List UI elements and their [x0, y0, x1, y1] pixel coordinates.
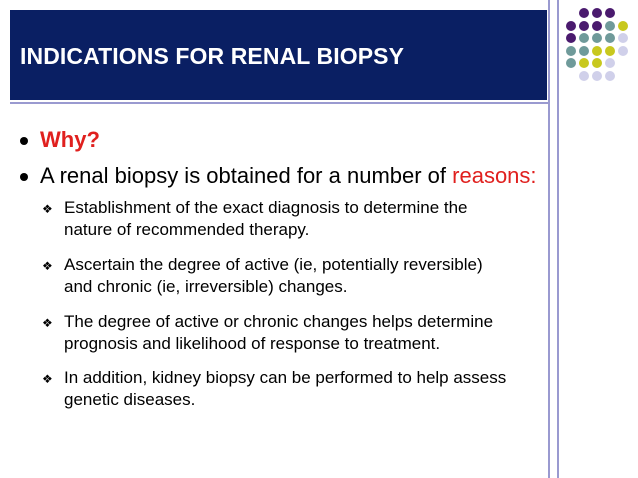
sub-bullet — [64, 254, 624, 298]
bullet-reasons — [40, 163, 537, 189]
sub-bullet — [64, 197, 624, 241]
diamond-bullet-icon: ❖ — [42, 372, 53, 386]
dot — [605, 33, 615, 43]
dot — [579, 8, 589, 18]
dot — [605, 58, 615, 68]
divider-line — [10, 102, 548, 104]
sub-bullet-line: nature of recommended therapy. — [64, 220, 310, 239]
dot — [566, 21, 576, 31]
dot — [618, 46, 628, 56]
title-bar — [10, 10, 547, 100]
sub-bullet-line: Ascertain the degree of active (ie, potentially reversible) — [64, 255, 483, 274]
dot — [618, 21, 628, 31]
dot — [592, 46, 602, 56]
dot — [579, 46, 589, 56]
disc-bullet-icon — [20, 137, 28, 145]
sub-bullet-line: In addition, kidney biopsy can be performed to help assess — [64, 368, 507, 387]
sub-bullet-line: The degree of active or chronic changes helps determine — [64, 312, 494, 331]
dot — [566, 33, 576, 43]
dot — [592, 8, 602, 18]
dot — [605, 8, 615, 18]
disc-bullet-icon — [20, 173, 28, 181]
slide-title: INDICATIONS FOR RENAL BIOPSY — [20, 43, 405, 69]
sub-bullet-line: prognosis and likelihood of response to treatment. — [64, 334, 441, 353]
dot — [592, 21, 602, 31]
sub-bullet-line: genetic diseases. — [64, 390, 196, 409]
decorative-dot-grid — [566, 8, 628, 81]
dot — [579, 71, 589, 81]
dot — [566, 58, 576, 68]
dot — [605, 21, 615, 31]
sub-bullet-line: and chronic (ie, irreversible) changes. — [64, 277, 348, 296]
bullet-why: Why? — [40, 127, 100, 152]
dot — [592, 71, 602, 81]
dot — [579, 33, 589, 43]
bullet-text: A renal biopsy is obtained for a number of — [40, 163, 453, 188]
dot — [605, 71, 615, 81]
diamond-bullet-icon: ❖ — [42, 316, 53, 330]
dot — [592, 58, 602, 68]
highlighted-text: reasons: — [452, 163, 537, 188]
dot — [579, 21, 589, 31]
dot — [605, 46, 615, 56]
dot — [618, 33, 628, 43]
sub-bullet — [64, 311, 624, 355]
dot — [592, 33, 602, 43]
sub-bullet-line: Establishment of the exact diagnosis to determine the — [64, 198, 468, 217]
dot — [566, 46, 576, 56]
diamond-bullet-icon: ❖ — [42, 202, 53, 216]
dot — [579, 58, 589, 68]
diamond-bullet-icon: ❖ — [42, 259, 53, 273]
sub-bullet — [64, 367, 624, 411]
